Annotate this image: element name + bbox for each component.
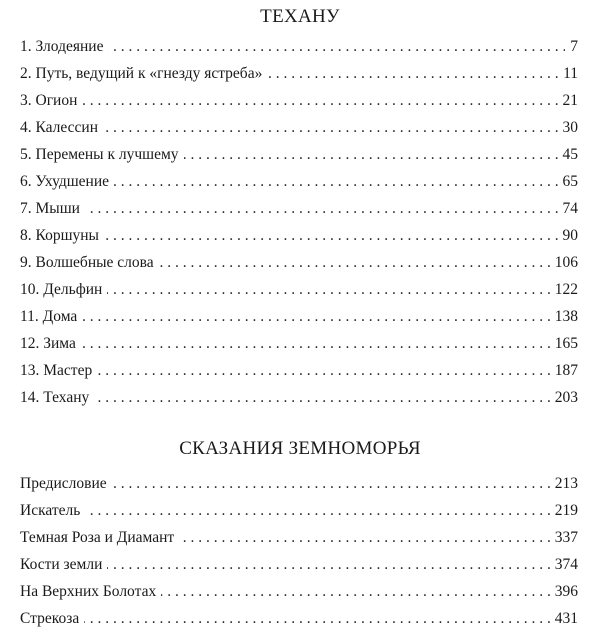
toc-list-tales-of-earthsea — [20, 470, 578, 632]
toc-entry-title: 8. Коршуны — [20, 227, 104, 244]
dot-leader — [20, 303, 578, 330]
toc-entry[interactable] — [20, 114, 578, 141]
dot-leader — [20, 114, 578, 141]
toc-entry[interactable] — [20, 497, 578, 524]
toc-entry[interactable] — [20, 524, 578, 551]
dot-leader — [20, 605, 578, 632]
toc-entry-title: 10. Дельфин — [20, 281, 107, 298]
toc-entry-page: 106 — [550, 249, 578, 276]
dot-leader — [20, 357, 578, 384]
toc-entry-title: Искатель — [20, 502, 85, 519]
toc-entry-title: 5. Перемены к лучшему — [20, 146, 184, 163]
toc-entry[interactable] — [20, 330, 578, 357]
toc-entry-page: 431 — [550, 605, 578, 632]
dot-leader — [20, 195, 578, 222]
toc-entry-page: 213 — [550, 470, 578, 497]
toc-entry-page: 30 — [558, 114, 579, 141]
toc-entry-title: 7. Мыши — [20, 200, 85, 217]
toc-entry-page: 219 — [550, 497, 578, 524]
toc-entry-page: 21 — [558, 87, 579, 114]
toc-entry-page: 122 — [550, 276, 578, 303]
dot-leader — [20, 87, 578, 114]
toc-entry[interactable] — [20, 222, 578, 249]
dot-leader — [20, 384, 578, 411]
dot-leader — [20, 497, 578, 524]
toc-entry-page: 165 — [550, 330, 578, 357]
toc-entry-page: 187 — [550, 357, 578, 384]
toc-entry-title: 1. Злодеяние — [20, 38, 108, 55]
toc-entry[interactable] — [20, 551, 578, 578]
toc-entry-title: 13. Мастер — [20, 362, 97, 379]
toc-entry-title: 11. Дома — [20, 308, 82, 325]
toc-entry[interactable] — [20, 578, 578, 605]
dot-leader — [20, 330, 578, 357]
toc-entry-title: Кости земли — [20, 556, 107, 573]
toc-entry[interactable] — [20, 168, 578, 195]
toc-entry[interactable] — [20, 87, 578, 114]
toc-entry[interactable] — [20, 276, 578, 303]
toc-entry-title: Стрекоза — [20, 610, 84, 627]
toc-entry[interactable] — [20, 605, 578, 632]
toc-entry[interactable] — [20, 384, 578, 411]
toc-entry-title: Темная Роза и Диамант — [20, 529, 179, 546]
toc-entry-title: 12. Зима — [20, 335, 81, 352]
toc-entry[interactable] — [20, 303, 578, 330]
section-title-tehanu: ТЕХАНУ — [260, 6, 340, 27]
toc-entry-page: 396 — [550, 578, 578, 605]
section-title-tales-of-earthsea: СКАЗАНИЯ ЗЕМНОМОРЬЯ — [179, 438, 421, 459]
toc-entry-page: 374 — [550, 551, 578, 578]
toc-entry-title: 3. Огион — [20, 92, 82, 109]
toc-entry[interactable] — [20, 33, 578, 60]
toc-list-tehanu — [20, 33, 578, 411]
toc-entry[interactable] — [20, 60, 578, 87]
toc-entry-page: 74 — [558, 195, 579, 222]
toc-entry[interactable] — [20, 195, 578, 222]
toc-entry[interactable] — [20, 141, 578, 168]
toc-entry-title: На Верхних Болотах — [20, 583, 161, 600]
toc-entry-page: 90 — [558, 222, 579, 249]
toc-entry[interactable] — [20, 357, 578, 384]
toc-entry[interactable] — [20, 249, 578, 276]
toc-entry-page: 7 — [565, 33, 578, 60]
toc-entry-page: 11 — [558, 60, 578, 87]
toc-entry-title: 4. Калессин — [20, 119, 103, 136]
toc-entry-page: 45 — [558, 141, 579, 168]
toc-entry-title: 14. Техану — [20, 389, 94, 406]
toc-entry-title: Предисловие — [20, 475, 112, 492]
toc-entry-title: 2. Путь, ведущий к «гнезду ястреба» — [20, 65, 267, 82]
toc-entry-page: 337 — [550, 524, 578, 551]
toc-entry-title: 6. Ухудшение — [20, 173, 114, 190]
toc-entry-page: 65 — [558, 168, 579, 195]
toc-entry-page: 138 — [550, 303, 578, 330]
toc-entry[interactable] — [20, 470, 578, 497]
toc-entry-title: 9. Волшебные слова — [20, 254, 159, 271]
toc-entry-page: 203 — [550, 384, 578, 411]
